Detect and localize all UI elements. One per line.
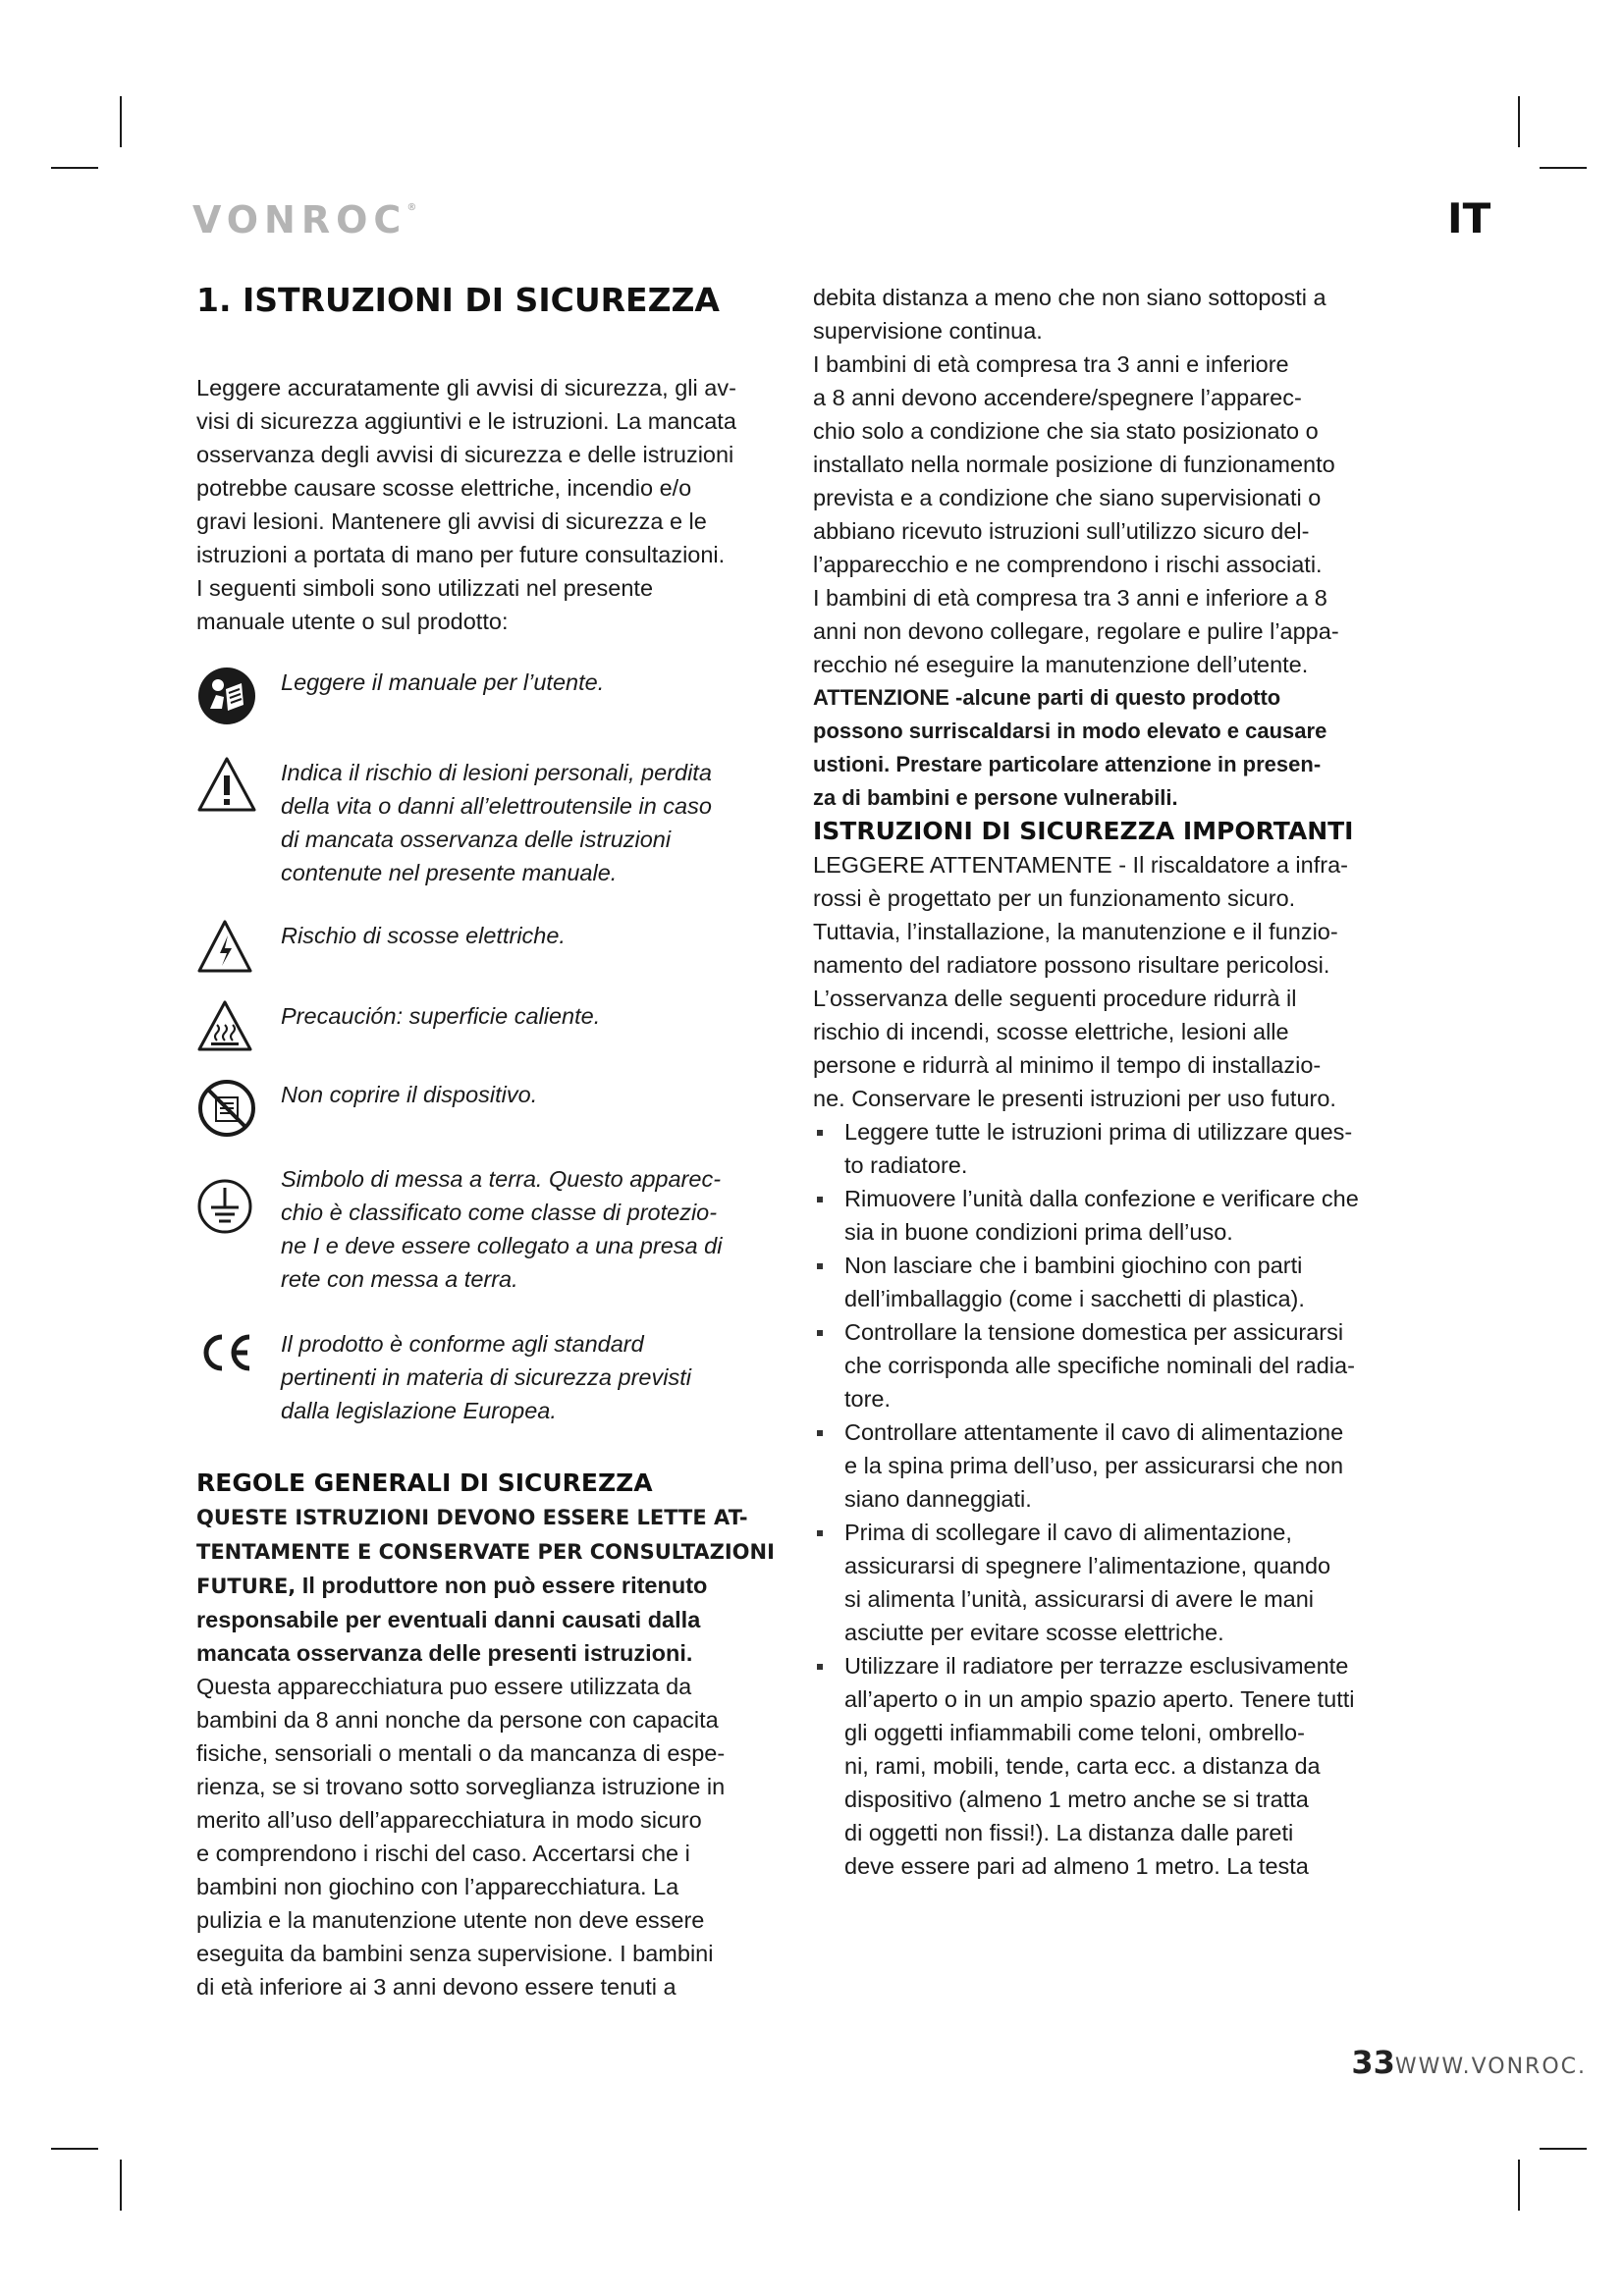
continuation-paragraph: debita distanza a meno che non siano sottoposti a supervisione continua. bbox=[813, 285, 1326, 344]
list-item: Utilizzare il radiatore per terrazze esclusivamente all’aperto o in un ampio spazio aperto. Tenere tutti gli oggetti infiammabili come teloni, ombrello- ni, rami, mobili, tende, carta ecc. a distanza da dispositivo (almeno 1 metro anche se si tratta di oggetti non fissi!). La distanza dalle pareti deve essere pari ad almeno 1 metro. La testa bbox=[813, 1649, 1408, 1883]
hot-surface-icon bbox=[196, 999, 281, 1052]
symbol-description: Precaución: superficie caliente. bbox=[281, 1003, 601, 1029]
page-footer bbox=[1351, 2044, 1587, 2081]
symbol-description: Indica il rischio di lesioni personali, perdita della vita o danni all’elettroutensile in caso di mancata osservanza delle istruzioni contenute nel presente manuale. bbox=[281, 760, 712, 885]
symbol-row bbox=[196, 919, 785, 974]
crop-mark bbox=[1540, 2148, 1587, 2150]
warning-icon bbox=[196, 756, 281, 813]
symbol-description: Non coprire il dispositivo. bbox=[281, 1082, 538, 1107]
list-item: Leggere tutte le istruzioni prima di utilizzare ques- to radiatore. bbox=[813, 1115, 1408, 1182]
general-safety-caps: QUESTE ISTRUZIONI DEVONO ESSERE LETTE AT- TENTAMENTE E CONSERVATE PER CONSULTAZIONI FUTURE, bbox=[196, 1506, 775, 1598]
symbol-row bbox=[196, 666, 785, 726]
intro-paragraph: Leggere accuratamente gli avvisi di sicurezza, gli av- visi di sicurezza aggiuntivi e le istruzioni. La mancata osservanza degli avvisi di sicurezza e delle istruzioni potrebbe causare scosse elettriche, incendio e/o gravi lesioni. Mantenere gli avvisi di sicurezza e le istruzioni a portata di mano per future consultazioni. bbox=[196, 375, 736, 567]
attention-warning: ATTENZIONE -alcune parti di questo prodotto possono surriscaldarsi in modo elevato e causare ustioni. Prestare particolare attenzione in presen- za di bambini e persone vulnerabili. bbox=[813, 685, 1327, 810]
website-url: WWW.VONROC. bbox=[1394, 2055, 1587, 2079]
symbol-description: Il prodotto è conforme agli standard pertinenti in materia di sicurezza previsti dalla legislazione Europea. bbox=[281, 1331, 691, 1423]
safety-bullet-list bbox=[813, 1115, 1408, 1883]
list-item: Controllare la tensione domestica per assicurarsi che corrisponda alle specifiche nominali del radia- tore. bbox=[813, 1315, 1408, 1415]
do-not-cover-icon bbox=[196, 1078, 281, 1139]
language-code: IT bbox=[1447, 194, 1491, 242]
symbol-description: Simbolo di messa a terra. Questo apparec- chio è classificato come classe di protezio- ne I e deve essere collegato a una presa di rete con messa a terra. bbox=[281, 1166, 723, 1292]
symbol-row bbox=[196, 1078, 785, 1139]
children-age-paragraph: I bambini di età compresa tra 3 anni e inferiore a 8 anni devono accendere/spegnere l’apparec- chio solo a condizione che sia stato posizionato o installato nella normale posizione di funzionamento prevista e a condizione che siano supervisionati o abbiano ricevuto istruzioni sull’utilizzo sicuro del- l’apparecchio e ne comprendono i rischi associati. I bambini di età compresa tra 3 anni e inferiore a 8 anni non devono collegare, regolare e pulire l’appa- recchio né eseguire la manutenzione dell’utente. bbox=[813, 351, 1339, 677]
symbol-row bbox=[196, 999, 785, 1052]
brand-logo-text: VONROC bbox=[192, 198, 407, 241]
symbol-row bbox=[196, 1327, 785, 1427]
symbol-row bbox=[196, 1162, 785, 1296]
symbol-row bbox=[196, 756, 785, 889]
list-item: Non lasciare che i bambini giochino con parti dell’imballaggio (come i sacchetti di plastica). bbox=[813, 1249, 1408, 1315]
electric-shock-icon bbox=[196, 919, 281, 974]
list-item: Controllare attentamente il cavo di alimentazione e la spina prima dell’uso, per assicurarsi che non siano danneggiati. bbox=[813, 1415, 1408, 1516]
general-safety-heading: REGOLE GENERALI DI SICUREZZA bbox=[196, 1468, 653, 1497]
children-paragraph: Questa apparecchiatura puo essere utilizzata da bambini da 8 anni nonche da persone con capacita fisiche, sensoriali o mentali o da mancanza di espe- rienza, se si trovano sotto sorveglianza istruzione in merito all’uso dell’apparecchiatura in modo sicuro e comprendono i rischi del caso. Accertarsi che i bambini non giochino con l’apparecchiatura. La pulizia e la manutenzione utente non deve essere eseguita da bambini senza supervisione. I bambini di età inferiore ai 3 anni devono essere tenuti a bbox=[196, 1674, 726, 2000]
read-manual-icon bbox=[196, 666, 281, 726]
symbol-description: Rischio di scosse elettriche. bbox=[281, 923, 566, 948]
registered-mark: ® bbox=[406, 202, 417, 213]
ce-mark-icon bbox=[196, 1327, 281, 1372]
important-safety-heading: ISTRUZIONI DI SICUREZZA IMPORTANTI bbox=[813, 817, 1354, 845]
right-column bbox=[813, 281, 1408, 1883]
earth-ground-icon bbox=[196, 1162, 281, 1235]
crop-mark bbox=[1518, 2160, 1520, 2211]
crop-mark bbox=[51, 167, 98, 169]
list-item: Prima di scollegare il cavo di alimentazione, assicurarsi di spegnere l’alimentazione, quando si alimenta l’unità, assicurarsi di avere le mani asciutte per evitare scosse elettriche. bbox=[813, 1516, 1408, 1649]
page-number: 33 bbox=[1351, 2044, 1395, 2081]
list-item: Rimuovere l’unità dalla confezione e verificare che sia in buone condizioni prima dell’uso. bbox=[813, 1182, 1408, 1249]
crop-mark bbox=[1540, 167, 1587, 169]
crop-mark bbox=[51, 2148, 98, 2150]
crop-mark bbox=[120, 96, 122, 147]
brand-logo bbox=[192, 198, 416, 241]
general-safety-rest: Il produttore non può essere ritenuto responsabile per eventuali danni causati dalla mancata osservanza delle presenti istruzioni. bbox=[196, 1573, 708, 1666]
crop-mark bbox=[120, 2160, 122, 2211]
important-safety-paragraph: LEGGERE ATTENTAMENTE - Il riscaldatore a infra- rossi è progettato per un funzionamento sicuro. Tuttavia, l’installazione, la manutenzione e il funzio- namento del radiatore possono risultare pericolosi. L’osservanza delle seguenti procedure ridurrà il rischio di incendi, scosse elettriche, lesioni alle persone e ridurrà al minimo il tempo di installazio- ne. Conservare le presenti istruzioni per uso futuro. bbox=[813, 852, 1348, 1111]
section-title: 1. ISTRUZIONI DI SICUREZZA bbox=[196, 281, 720, 319]
general-safety-notice bbox=[196, 1500, 785, 1670]
symbol-list bbox=[196, 666, 785, 1427]
symbols-intro: I seguenti simboli sono utilizzati nel presente manuale utente o sul prodotto: bbox=[196, 575, 654, 634]
left-column bbox=[196, 281, 785, 2003]
symbol-description: Leggere il manuale per l’utente. bbox=[281, 669, 605, 695]
crop-mark bbox=[1518, 96, 1520, 147]
